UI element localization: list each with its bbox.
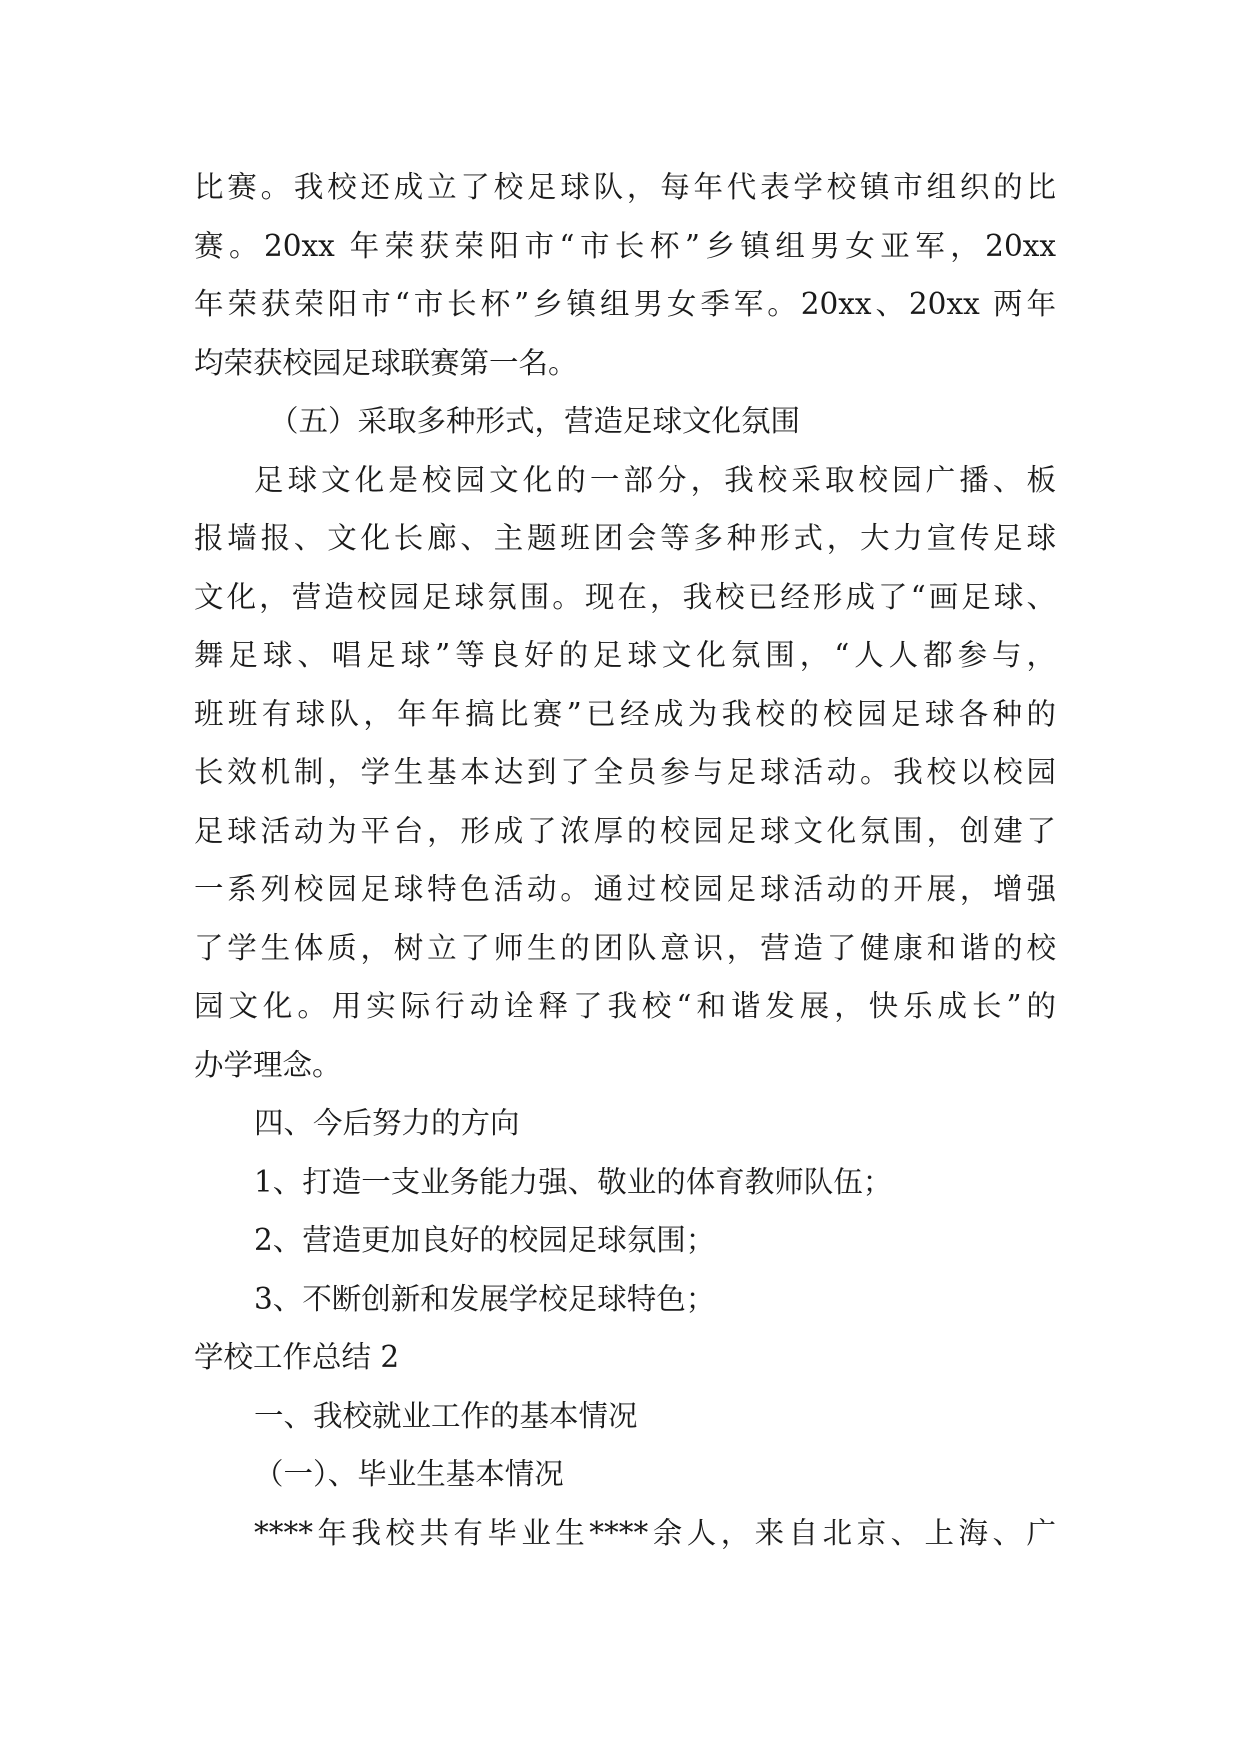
section-heading: （五）采取多种形式，营造足球文化氛围	[269, 404, 801, 438]
text-line: 赛。20xx 年荣获荣阳市“市长杯”乡镇组男女亚军，20xx	[194, 228, 1056, 263]
text-line: 了学生体质，树立了师生的团队意识，营造了健康和谐的校	[194, 930, 1056, 965]
document-title: 学校工作总结 2	[194, 1340, 400, 1374]
text-line: 舞足球、唱足球”等良好的足球文化氛围，“人人都参与，	[194, 638, 1056, 672]
text-line: 一系列校园足球特色活动。通过校园足球活动的开展，增强	[194, 872, 1056, 906]
section-heading: 四、今后努力的方向	[254, 1106, 520, 1140]
list-item: 1、打造一支业务能力强、敬业的体育教师队伍；	[254, 1164, 893, 1199]
text-line: 园文化。用实际行动诠释了我校“和谐发展，快乐成长”的	[194, 989, 1056, 1023]
text-line: 均荣获校园足球联赛第一名。	[194, 345, 578, 380]
list-item: 3、不断创新和发展学校足球特色；	[254, 1281, 716, 1316]
list-item: 2、营造更加良好的校园足球氛围；	[254, 1223, 716, 1257]
subsection-heading: （一）、毕业生基本情况	[254, 1457, 564, 1491]
text-line: 年荣获荣阳市“市长杯”乡镇组男女季军。20xx、20xx 两年	[194, 287, 1056, 321]
document-page	[194, 158, 1056, 1562]
text-line: 文化，营造校园足球氛围。现在，我校已经形成了“画足球、	[194, 579, 1056, 614]
text-line: ****年我校共有毕业生****余人，来自北京、上海、广	[254, 1515, 1056, 1550]
text-line: 班班有球队，年年搞比赛”已经成为我校的校园足球各种的	[194, 696, 1056, 731]
text-line: 办学理念。	[194, 1047, 342, 1082]
text-line: 比赛。我校还成立了校足球队，每年代表学校镇市组织的比	[194, 170, 1056, 204]
text-line: 报墙报、文化长廊、主题班团会等多种形式，大力宣传足球	[194, 521, 1056, 555]
text-line: 足球文化是校园文化的一部分，我校采取校园广播、板	[254, 462, 1056, 497]
text-line: 足球活动为平台，形成了浓厚的校园足球文化氛围，创建了	[194, 813, 1056, 848]
text-line: 长效机制，学生基本达到了全员参与足球活动。我校以校园	[194, 755, 1056, 789]
section-heading: 一、我校就业工作的基本情况	[254, 1398, 638, 1433]
